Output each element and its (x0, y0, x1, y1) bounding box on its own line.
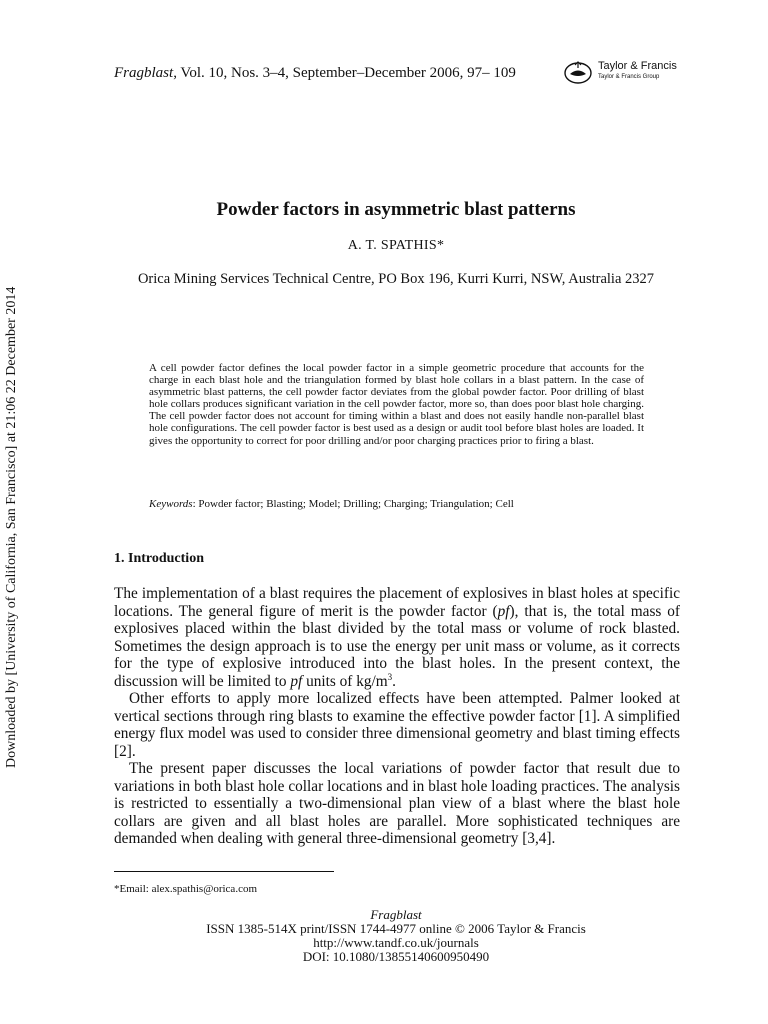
superscript: 3 (387, 671, 393, 682)
paragraph (114, 585, 680, 690)
keywords-label: Keywords (149, 498, 193, 510)
affiliation: Orica Mining Services Technical Centre, PO Box 196, Kurri Kurri, NSW, Australia 2327 (137, 271, 655, 287)
section-heading: 1. Introduction (114, 551, 204, 566)
text-run: . (392, 672, 396, 690)
footnote-divider (114, 871, 334, 872)
imprint-doi: DOI: 10.1080/13855140600950490 (302, 949, 490, 964)
keywords (149, 498, 669, 510)
publisher-group: Taylor & Francis Group (598, 74, 660, 80)
journal-name: Fragblast (114, 65, 174, 81)
author: A. T. SPATHIS* (347, 238, 445, 253)
publisher-logo (563, 59, 693, 89)
text-run: The implementation of a blast requires the placement of explosives in blast holes at specific locations. The general figure of merit is the powder factor ( (114, 585, 680, 620)
keywords-list: : Powder factor; Blasting; Model; Drilling; Charging; Triangulation; Cell (192, 498, 514, 510)
body-text (114, 585, 680, 848)
paragraph: The present paper discusses the local variations of powder factor that result due to variations in both blast hole collar locations and in blast hole loading practices. The analysis is restricted to essentially a two-dimensional plan view of a blast where the blast hole collars are given and all blast holes are parallel. More sophisticated techniques are demanded when dealing with general three-dimensional geometry [3,4]. (114, 760, 680, 847)
imprint-issn: ISSN 1385-514X print/ISSN 1744-4977 online © 2006 Taylor & Francis (206, 921, 586, 936)
imprint-journal: Fragblast (370, 907, 422, 922)
text-run: ), that is, the total mass of explosives placed within the blast divided by the total mass or volume of rock blasted. Sometimes the design approach is to use the energy per unit mass or volume, as it corrects for the type of explosive introduced into the blast holes. In the present context, the discussion will be limited to (114, 602, 680, 690)
imprint (0, 908, 768, 964)
text-run: pf (290, 672, 303, 690)
article-title: Powder factors in asymmetric blast patterns (216, 199, 576, 220)
text-run: pf (497, 602, 510, 620)
abstract: A cell powder factor defines the local powder factor in a simple geometric procedure that accounts for the charge in each blast hole and the triangulation formed by blast hole collars in a blast pattern. In the case of asymmetric blast patterns, the cell powder factor deviates from the global powder factor. Poor drilling of blast hole collars produces significant variation in the cell powder factor, more so, than does poor blast hole charging. The cell powder factor does not account for timing within a blast and does not easily handle non-parallel blast hole configurations. The cell powder factor is best used as a design or audit tool before blast holes are loaded. It gives the opportunity to correct for poor drilling and/or poor charging practices prior to firing a blast. (149, 362, 644, 447)
imprint-url: http://www.tandf.co.uk/journals (313, 935, 479, 950)
publisher-lamp-icon (563, 59, 593, 85)
running-header (114, 65, 516, 82)
download-stamp: Downloaded by [University of California, San Francisco] at 21:06 22 December 2014 (4, 286, 19, 768)
text-run: units of kg/m (302, 672, 388, 690)
footnote: *Email: alex.spathis@orica.com (114, 883, 258, 895)
publisher-name: Taylor & Francis (598, 60, 677, 72)
citation-details: , Vol. 10, Nos. 3–4, September–December 2006, 97– 109 (173, 65, 516, 81)
paragraph: Other efforts to apply more localized effects have been attempted. Palmer looked at vertical sections through ring blasts to examine the effective powder factor [1]. A simplified energy flux model was used to consider three dimensional geometry and blast timing effects [2]. (114, 690, 680, 760)
